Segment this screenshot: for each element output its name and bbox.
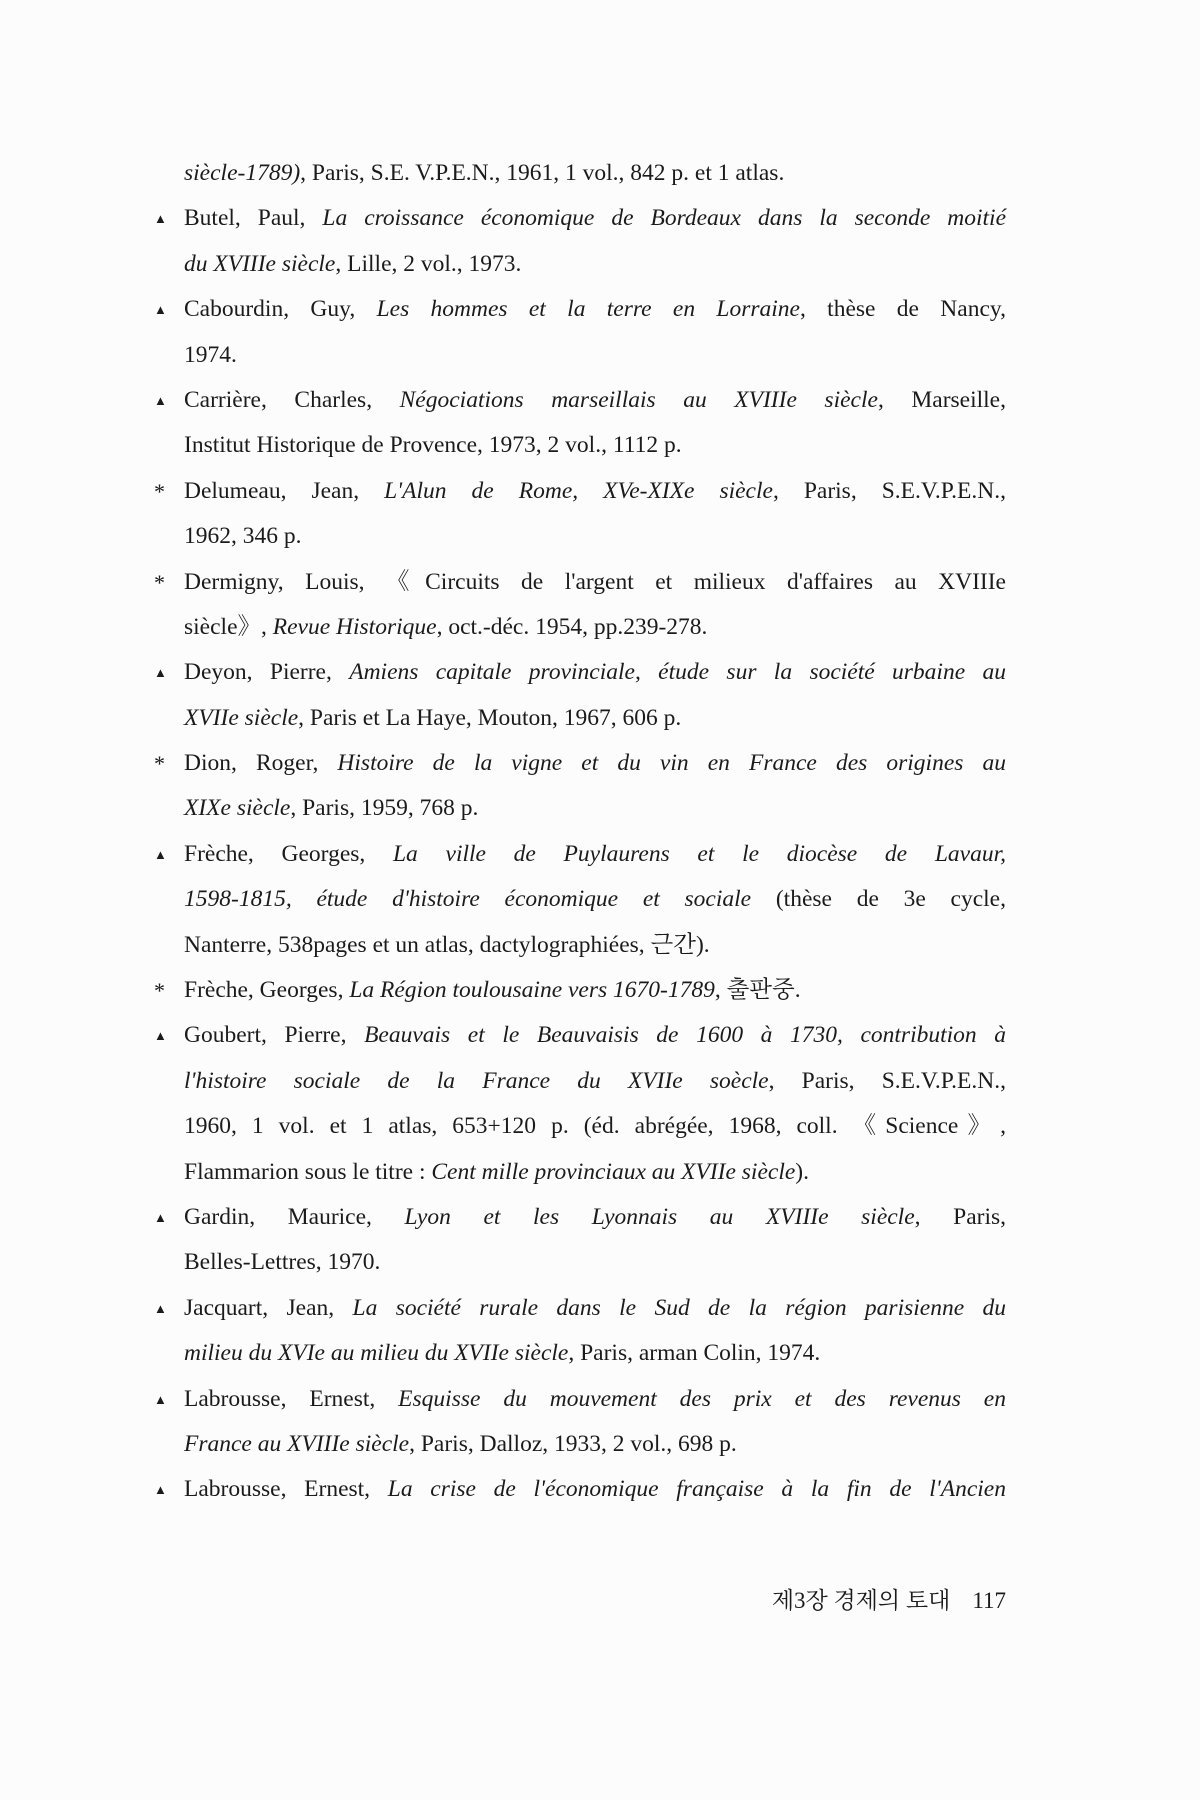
chapter-title: 제3장 경제의 토대: [771, 1588, 951, 1613]
italic-title-text: France au XVIIIe siècle: [184, 1430, 410, 1457]
italic-title-text: Beauvais et le Beauvaisis de 1600 à 1730, contribution à: [364, 1022, 1007, 1049]
citation-text: Delumeau, Jean,: [184, 477, 385, 504]
entry-line: [154, 1286, 1006, 1331]
italic-title-text: La croissance économique de Bordeaux dans la seconde moitié: [322, 205, 1006, 232]
italic-title-text: Négociations marseillais au XVIIIe siècle: [399, 386, 878, 413]
citation-text: Goubert, Pierre,: [184, 1022, 365, 1049]
italic-title-text: Esquisse du mouvement des prix et des revenus en: [398, 1385, 1006, 1412]
bibliography-entry: [154, 196, 1006, 287]
citation-text: , Lille, 2 vol., 1973.: [335, 250, 522, 277]
triangle-bullet-icon: ▲: [154, 1209, 167, 1225]
entry-line: [154, 1467, 1006, 1512]
bibliography-entry: [154, 151, 1006, 196]
bibliography-entry: [154, 1377, 1006, 1468]
italic-title-text: La société rurale dans le Sud de la région parisienne du: [352, 1294, 1006, 1321]
entry-line: [154, 469, 1006, 514]
bibliography-entry: [154, 1195, 1006, 1286]
citation-text: , Paris, S.E.V.P.E.N.,: [772, 477, 1006, 504]
triangle-bullet-icon: ▲: [154, 665, 167, 681]
citation-text: 1974.: [184, 341, 237, 368]
citation-text: Frèche, Georges,: [184, 977, 350, 1004]
citation-text: 1962, 346 p.: [184, 523, 302, 550]
entry-line: [154, 877, 1006, 922]
triangle-bullet-icon: ▲: [154, 846, 167, 862]
triangle-bullet-icon: ▲: [154, 392, 167, 408]
italic-title-text: Les hommes et la terre en Lorraine: [376, 296, 800, 323]
citation-text: , Paris et La Haye, Mouton, 1967, 606 p.: [298, 704, 682, 731]
citation-text: Labrousse, Ernest,: [184, 1476, 388, 1503]
italic-title-text: Revue Historique: [272, 613, 437, 640]
page-number: 117: [972, 1588, 1006, 1613]
triangle-bullet-icon: ▲: [154, 302, 167, 318]
bibliography-entry: [154, 1286, 1006, 1377]
bibliography-entry: [154, 378, 1006, 469]
entry-line: [154, 605, 1006, 650]
entry-line: [154, 378, 1006, 423]
bibliography-entry: [154, 1013, 1006, 1195]
bibliography-entry: [154, 469, 1006, 560]
entry-line: [154, 242, 1006, 287]
bibliography-entry: [154, 560, 1006, 651]
bibliography-entry: [154, 832, 1006, 968]
entry-line: [154, 968, 1006, 1013]
triangle-bullet-icon: ▲: [154, 1391, 167, 1407]
triangle-bullet-icon: ▲: [154, 211, 167, 227]
citation-text: Gardin, Maurice,: [184, 1203, 405, 1230]
entry-line: [154, 741, 1006, 786]
asterisk-bullet-icon: *: [154, 751, 165, 777]
citation-text: Deyon, Pierre,: [184, 659, 350, 686]
citation-text: Dermigny, Louis, 《Circuits de l'argent et milieux d'affaires au XVIIIe: [184, 568, 1006, 595]
entry-line: [154, 1377, 1006, 1422]
bibliography-entry: [154, 968, 1006, 1013]
italic-title-text: siècle-1789): [184, 160, 301, 186]
triangle-bullet-icon: ▲: [154, 1300, 167, 1316]
italic-title-text: Cent mille provinciaux au XVIIe siècle: [431, 1158, 796, 1185]
entry-line: [154, 1331, 1006, 1376]
entry-line: [154, 1240, 1006, 1285]
citation-text: Labrousse, Ernest,: [184, 1385, 399, 1412]
citation-text: Butel, Paul,: [184, 205, 323, 232]
italic-title-text: Lyon et les Lyonnais au XVIIIe siècle: [404, 1203, 915, 1230]
italic-title-text: XIXe siècle: [184, 795, 291, 822]
italic-title-text: Histoire de la vigne et du vin en France des origines au: [337, 750, 1006, 777]
entry-line: [154, 1422, 1006, 1467]
bibliography-entry: [154, 287, 1006, 378]
italic-title-text: du XVIIIe siècle: [184, 250, 336, 277]
bibliography-entry: [154, 650, 1006, 741]
running-footer: [700, 1582, 1006, 1615]
asterisk-bullet-icon: *: [154, 569, 165, 595]
bibliography-list: [154, 151, 1006, 1513]
citation-text: siècle》,: [184, 613, 273, 640]
italic-title-text: La ville de Puylaurens et le diocèse de Lavaur,: [392, 840, 1006, 867]
citation-text: , oct.-déc. 1954, pp.239-278.: [436, 613, 708, 640]
citation-text: Frèche, Georges,: [184, 840, 393, 867]
entry-line: [154, 832, 1006, 877]
entry-line: [154, 151, 1006, 196]
citation-text: Jacquart, Jean,: [184, 1294, 353, 1321]
italic-title-text: 1598-1815, étude d'histoire économique et sociale: [184, 886, 752, 913]
entry-line: [154, 1150, 1006, 1195]
entry-line: [154, 514, 1006, 559]
entry-line: [154, 786, 1006, 831]
entry-line: [154, 696, 1006, 741]
citation-text: Flammarion sous le titre :: [184, 1158, 432, 1185]
citation-text: 1960, 1 vol. et 1 atlas, 653+120 p. (éd. abrégée, 1968, coll. 《Science》,: [184, 1113, 1006, 1140]
citation-text: , Paris, S.E.V.P.E.N.,: [768, 1067, 1006, 1094]
bibliography-entry: [154, 1467, 1006, 1512]
entry-line: [154, 333, 1006, 378]
citation-text: , Paris, Dalloz, 1933, 2 vol., 698 p.: [409, 1430, 737, 1457]
citation-text: Carrière, Charles,: [184, 386, 400, 413]
italic-title-text: XVIIe siècle: [184, 704, 299, 731]
entry-line: [154, 560, 1006, 605]
italic-title-text: La crise de l'économique française à la fin de l'Ancien: [387, 1476, 1006, 1503]
asterisk-bullet-icon: *: [154, 478, 165, 504]
triangle-bullet-icon: ▲: [154, 1028, 167, 1044]
citation-text: Nanterre, 538pages et un atlas, dactylographiées, 근간).: [184, 931, 710, 958]
italic-title-text: milieu du XVIe au milieu du XVIIe siècle: [184, 1340, 569, 1367]
citation-text: , Paris, S.E. V.P.E.N., 1961, 1 vol., 842 p. et 1 atlas.: [300, 160, 785, 186]
citation-text: Cabourdin, Guy,: [184, 296, 377, 323]
citation-text: Belles-Lettres, 1970.: [184, 1249, 381, 1276]
entry-line: [154, 650, 1006, 695]
italic-title-text: La Région toulousaine vers 1670-1789: [349, 977, 715, 1004]
citation-text: , thèse de Nancy,: [799, 296, 1006, 323]
citation-text: , Marseille,: [877, 386, 1006, 413]
entry-line: [154, 196, 1006, 241]
italic-title-text: Amiens capitale provinciale, étude sur la société urbaine au: [349, 659, 1006, 686]
citation-text: (thèse de 3e cycle,: [751, 886, 1006, 913]
citation-text: ).: [795, 1158, 809, 1185]
entry-line: [154, 1195, 1006, 1240]
entry-line: [154, 287, 1006, 332]
italic-title-text: L'Alun de Rome, XVe-XIXe siècle: [384, 477, 773, 504]
asterisk-bullet-icon: *: [154, 978, 165, 1004]
citation-text: Dion, Roger,: [184, 750, 338, 777]
entry-line: [154, 1059, 1006, 1104]
citation-text: , Paris, arman Colin, 1974.: [568, 1340, 821, 1367]
citation-text: , 출판중.: [714, 977, 801, 1004]
entry-line: [154, 423, 1006, 468]
entry-line: [154, 1013, 1006, 1058]
citation-text: , Paris, 1959, 768 p.: [290, 795, 479, 822]
triangle-bullet-icon: ▲: [154, 1482, 167, 1498]
citation-text: Institut Historique de Provence, 1973, 2 vol., 1112 p.: [184, 432, 682, 459]
citation-text: , Paris,: [914, 1203, 1006, 1230]
bibliography-entry: [154, 741, 1006, 832]
entry-line: [154, 923, 1006, 968]
italic-title-text: l'histoire sociale de la France du XVIIe soècle: [184, 1067, 769, 1094]
entry-line: [154, 1104, 1006, 1149]
